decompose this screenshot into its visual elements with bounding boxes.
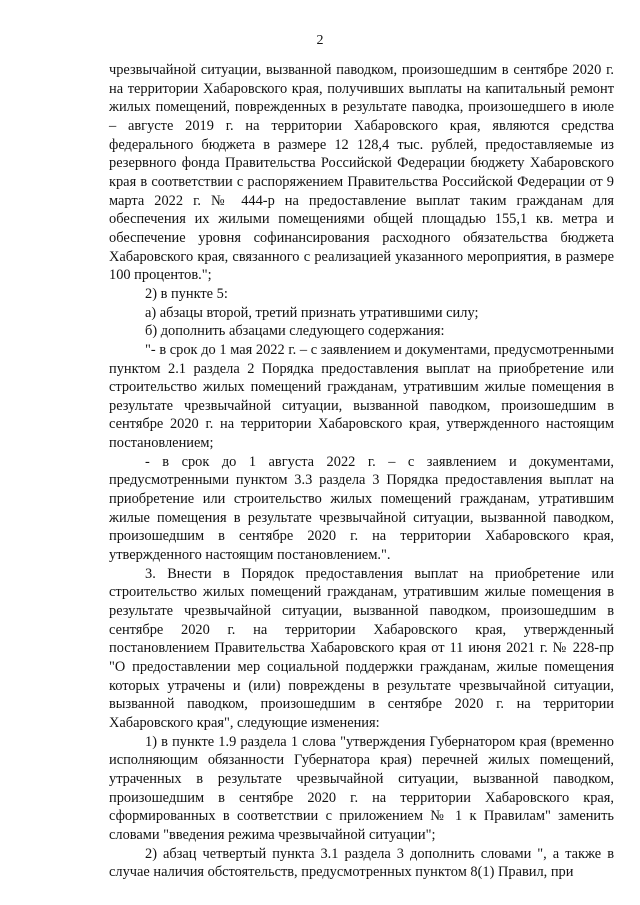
body-paragraph: - в срок до 1 августа 2022 г. – с заявлением и документами, предусмотренными пунктом 3.3 раздела 3 Порядка предоставления выплат на приобретение или строительство жилых помещений гражданам, утратившим жилые помещения в результате чрезвычайной ситуации, вызванной паводком, произошедшим в сентябре 2020 г. на территории Хабаровского края, утвержденного настоящим постановлением.". — [109, 453, 614, 564]
body-paragraph: 3. Внести в Порядок предоставления выплат на приобретение или строительство жилых помещений гражданам, утратившим жилые помещения в результате чрезвычайной ситуации, вызванной паводком, произошедшим в сентябре 2020 г. на территории Хабаровского края, утвержденный постановлением Правительства Хабаровского края от 11 июня 2021 г. № 228-пр "О предоставлении мер социальной поддержки гражданам, жилые помещения которых утрачены и (или) повреждены в результате чрезвычайной ситуации, вызванной паводком, произошедшим в сентябре 2020 г. на территории Хабаровского края", следующие изменения: — [109, 565, 614, 731]
document-body — [109, 61, 614, 882]
page-number: 2 — [316, 33, 324, 48]
body-paragraph: 2) в пункте 5: — [145, 285, 228, 302]
body-paragraph: чрезвычайной ситуации, вызванной паводком, произошедшим в сентябре 2020 г. на территории Хабаровского края, получивших выплаты на капитальный ремонт жилых помещений, поврежденных в результате паводка, произошедшего в июле – августе 2019 г. на территории Хабаровского края, являются средства федерального бюджета в размере 12 128,4 тыс. рублей, предоставляемые из резервного фонда Правительства Российской Федерации бюджету Хабаровского края в соответствии с распоряжением Правительства Российской Федерации от 9 марта 2022 г. № 444-р на предоставление выплат таким гражданам для обеспечения их жилыми помещениями общей площадью 155,1 кв. метра и обеспечение уровня софинансирования расходного обязательства бюджета Хабаровского края, связанного с реализацией указанного мероприятия, в размере 100 процентов."; — [109, 62, 614, 284]
body-paragraph: 2) абзац четвертый пункта 3.1 раздела 3 дополнить словами ", а также в случае наличия обстоятельств, предусмотренных пунктом 8(1) Правил, при — [109, 845, 614, 881]
body-paragraph: б) дополнить абзацами следующего содержания: — [145, 323, 445, 340]
body-paragraph: 1) в пункте 1.9 раздела 1 слова "утверждения Губернатором края (временно исполняющим обязанности Губернатора края) перечней жилых помещений, утраченных в результате чрезвычайной ситуации, вызванной паводком, произошедшим в сентябре 2020 г. на территории Хабаровского края, сформированных в соответствии с приложением № 1 к Правилам" заменить словами "введения режима чрезвычайной ситуации"; — [109, 733, 614, 843]
body-paragraph: "- в срок до 1 мая 2022 г. – с заявлением и документами, предусмотренными пунктом 2.1 раздела 2 Порядка предоставления выплат на приобретение или строительство жилых помещений гражданам, утратившим жилые помещения в результате чрезвычайной ситуации, вызванной паводком, произошедшим в сентябре 2020 г. на территории Хабаровского края, утвержденного настоящим постановлением; — [109, 341, 614, 452]
body-paragraph: а) абзацы второй, третий признать утратившими силу; — [145, 304, 479, 321]
